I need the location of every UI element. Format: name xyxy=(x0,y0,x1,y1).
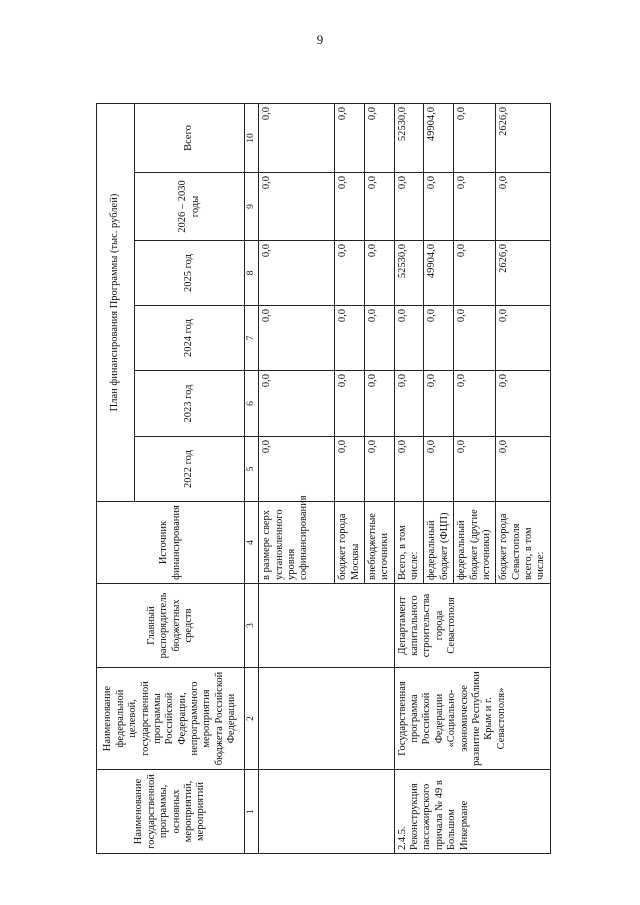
column-number: 5 xyxy=(245,437,259,502)
value-cell: 0,0 xyxy=(496,173,551,241)
column-number: 1 xyxy=(245,770,259,854)
item-program-cell: Государственная программа Российской Федерации «Социально-экономическое развитие Республики Крым и г. Севастополя» xyxy=(394,668,550,770)
column-number: 8 xyxy=(245,241,259,306)
header-row-1 xyxy=(97,103,135,853)
empty-cell xyxy=(259,668,395,770)
value-cell: 52530,0 xyxy=(394,103,424,172)
value-cell: 0,0 xyxy=(454,103,496,172)
column-number: 7 xyxy=(245,306,259,371)
column-number: 2 xyxy=(245,668,259,770)
column-number: 3 xyxy=(245,584,259,668)
value-cell: 0,0 xyxy=(259,173,335,241)
header-program-name: Наименование государственной программы, основных мероприятий, мероприятий xyxy=(97,770,245,854)
value-cell: 0,0 xyxy=(259,241,335,306)
value-cell: 0,0 xyxy=(364,103,394,172)
value-cell: 0,0 xyxy=(394,306,424,371)
column-numbers-row xyxy=(245,103,259,853)
value-cell: 0,0 xyxy=(364,241,394,306)
value-cell: 0,0 xyxy=(335,103,365,172)
value-cell: 0,0 xyxy=(259,306,335,371)
funding-source-cell: в размере сверх установленного уровня софинансирования xyxy=(259,502,335,584)
value-cell: 0,0 xyxy=(259,103,335,172)
value-cell: 49904,0 xyxy=(424,103,454,172)
value-cell: 0,0 xyxy=(394,173,424,241)
value-cell: 0,0 xyxy=(454,241,496,306)
item-name-cell: 2.4.5. Реконструкция пассажирского причала № 49 в Большом Инкермане xyxy=(394,770,550,854)
rotated-financing-table xyxy=(96,104,619,854)
financing-plan-table xyxy=(96,103,551,854)
funding-source-cell: бюджет города Севастополя всего, в том числе: xyxy=(496,502,551,584)
value-cell: 0,0 xyxy=(259,437,335,502)
funding-source-cell: внебюджетные источники xyxy=(364,502,394,584)
value-cell: 0,0 xyxy=(335,437,365,502)
column-number: 6 xyxy=(245,371,259,437)
header-total: Всего xyxy=(135,103,245,172)
header-budget-manager: Главный распорядитель бюджетных средств xyxy=(97,584,245,668)
column-number: 10 xyxy=(245,103,259,172)
funding-source-cell: бюджет города Москвы xyxy=(335,502,365,584)
value-cell: 0,0 xyxy=(364,437,394,502)
value-cell: 0,0 xyxy=(394,371,424,437)
header-years-2026-2030: 2026 – 2030 годы xyxy=(135,173,245,241)
empty-cell xyxy=(259,584,395,668)
value-cell: 0,0 xyxy=(424,371,454,437)
column-number: 9 xyxy=(245,173,259,241)
value-cell: 0,0 xyxy=(424,306,454,371)
header-year-2023: 2023 год xyxy=(135,371,245,437)
header-federal-program: Наименование федеральной целевой, государственной программы Российской Федерации, непрограммного мероприятия бюджета Российской Федерации xyxy=(97,668,245,770)
value-cell: 0,0 xyxy=(496,437,551,502)
value-cell: 52530,0 xyxy=(394,241,424,306)
value-cell: 2626,0 xyxy=(496,241,551,306)
value-cell: 0,0 xyxy=(424,173,454,241)
value-cell: 49904,0 xyxy=(424,241,454,306)
header-year-2022: 2022 год xyxy=(135,437,245,502)
value-cell: 0,0 xyxy=(454,306,496,371)
value-cell: 0,0 xyxy=(394,437,424,502)
funding-source-cell: федеральный бюджет (другие источники) xyxy=(454,502,496,584)
value-cell: 0,0 xyxy=(364,306,394,371)
value-cell: 0,0 xyxy=(496,306,551,371)
value-cell: 0,0 xyxy=(454,173,496,241)
value-cell: 0,0 xyxy=(335,241,365,306)
funding-source-cell: Всего, в том числе: xyxy=(394,502,424,584)
value-cell: 0,0 xyxy=(364,371,394,437)
header-financing-plan: План финансирования Программы (тыс. рублей) xyxy=(97,103,135,501)
value-cell: 0,0 xyxy=(335,173,365,241)
header-year-2025: 2025 год xyxy=(135,241,245,306)
value-cell: 0,0 xyxy=(496,371,551,437)
value-cell: 0,0 xyxy=(454,371,496,437)
value-cell: 0,0 xyxy=(454,437,496,502)
value-cell: 2626,0 xyxy=(496,103,551,172)
funding-source-cell: федеральный бюджет (ФЦП) xyxy=(424,502,454,584)
value-cell: 0,0 xyxy=(335,371,365,437)
value-cell: 0,0 xyxy=(364,173,394,241)
header-year-2024: 2024 год xyxy=(135,306,245,371)
table-row xyxy=(394,103,424,853)
value-cell: 0,0 xyxy=(424,437,454,502)
table-row xyxy=(259,103,335,853)
empty-cell xyxy=(259,770,395,854)
item-manager-cell: Департамент капитального строительства города Севастополя xyxy=(394,584,550,668)
value-cell: 0,0 xyxy=(335,306,365,371)
column-number: 4 xyxy=(245,502,259,584)
header-funding-source: Источник финансирования xyxy=(97,502,245,584)
value-cell: 0,0 xyxy=(259,371,335,437)
page-number: 9 xyxy=(316,32,324,47)
